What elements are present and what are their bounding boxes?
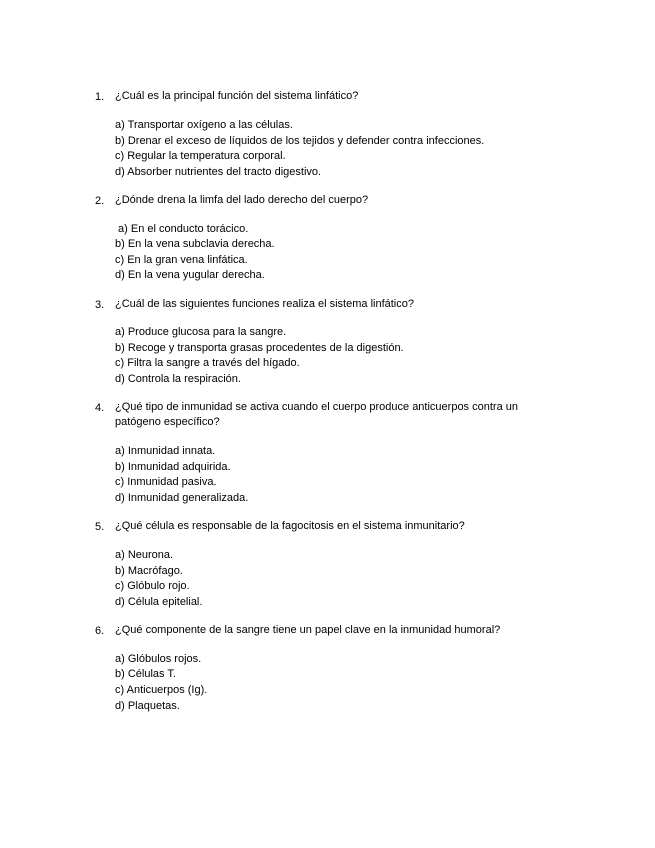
question-text: ¿Qué tipo de inmunidad se activa cuando el cuerpo produce anticuerpos contra un patógeno específico?	[115, 401, 518, 428]
answer-option: d) Inmunidad generalizada.	[115, 492, 249, 504]
answer-option: d) Absorber nutrientes del tracto digestivo.	[115, 166, 322, 178]
answer-option: b) Macrófago.	[115, 565, 183, 577]
question-number: 4.	[95, 402, 105, 414]
answer-option: d) En la vena yugular derecha.	[115, 269, 265, 281]
question-text: ¿Qué célula es responsable de la fagocitosis en el sistema inmunitario?	[115, 520, 465, 532]
answer-option: c) Filtra la sangre a través del hígado.	[115, 357, 300, 369]
question-text: ¿Cuál de las siguientes funciones realiza el sistema linfático?	[115, 298, 414, 310]
answer-option: b) Células T.	[115, 668, 176, 680]
answer-option: a) Produce glucosa para la sangre.	[115, 326, 287, 338]
answer-option: c) Regular la temperatura corporal.	[115, 150, 286, 162]
answer-option: b) En la vena subclavia derecha.	[115, 238, 275, 250]
answer-option: d) Célula epitelial.	[115, 596, 203, 608]
answer-option: b) Recoge y transporta grasas procedentes de la digestión.	[115, 342, 404, 354]
question-text: ¿Cuál es la principal función del sistema linfático?	[115, 90, 359, 102]
answer-option: a) Neurona.	[115, 549, 174, 561]
question-number: 3.	[95, 299, 105, 311]
question-text: ¿Qué componente de la sangre tiene un papel clave en la inmunidad humoral?	[115, 624, 501, 636]
answer-option: c) En la gran vena linfática.	[115, 254, 248, 266]
answer-option: c) Glóbulo rojo.	[115, 580, 190, 592]
answer-option: d) Plaquetas.	[115, 700, 180, 712]
answer-option: a) Inmunidad innata.	[115, 445, 216, 457]
answer-option: a) En el conducto torácico.	[115, 223, 249, 235]
answer-option: a) Glóbulos rojos.	[115, 653, 202, 665]
answer-option: b) Drenar el exceso de líquidos de los tejidos y defender contra infecciones.	[115, 135, 485, 147]
question-number: 2.	[95, 195, 105, 207]
answer-option: c) Anticuerpos (Ig).	[115, 684, 208, 696]
answer-option: a) Transportar oxígeno a las células.	[115, 119, 293, 131]
answer-option: c) Inmunidad pasiva.	[115, 476, 217, 488]
question-text: ¿Dónde drena la limfa del lado derecho del cuerpo?	[115, 194, 369, 206]
answer-option: d) Controla la respiración.	[115, 373, 241, 385]
question-number: 1.	[95, 91, 105, 103]
question-number: 6.	[95, 625, 105, 637]
answer-option: b) Inmunidad adquirida.	[115, 461, 231, 473]
question-number: 5.	[95, 521, 105, 533]
